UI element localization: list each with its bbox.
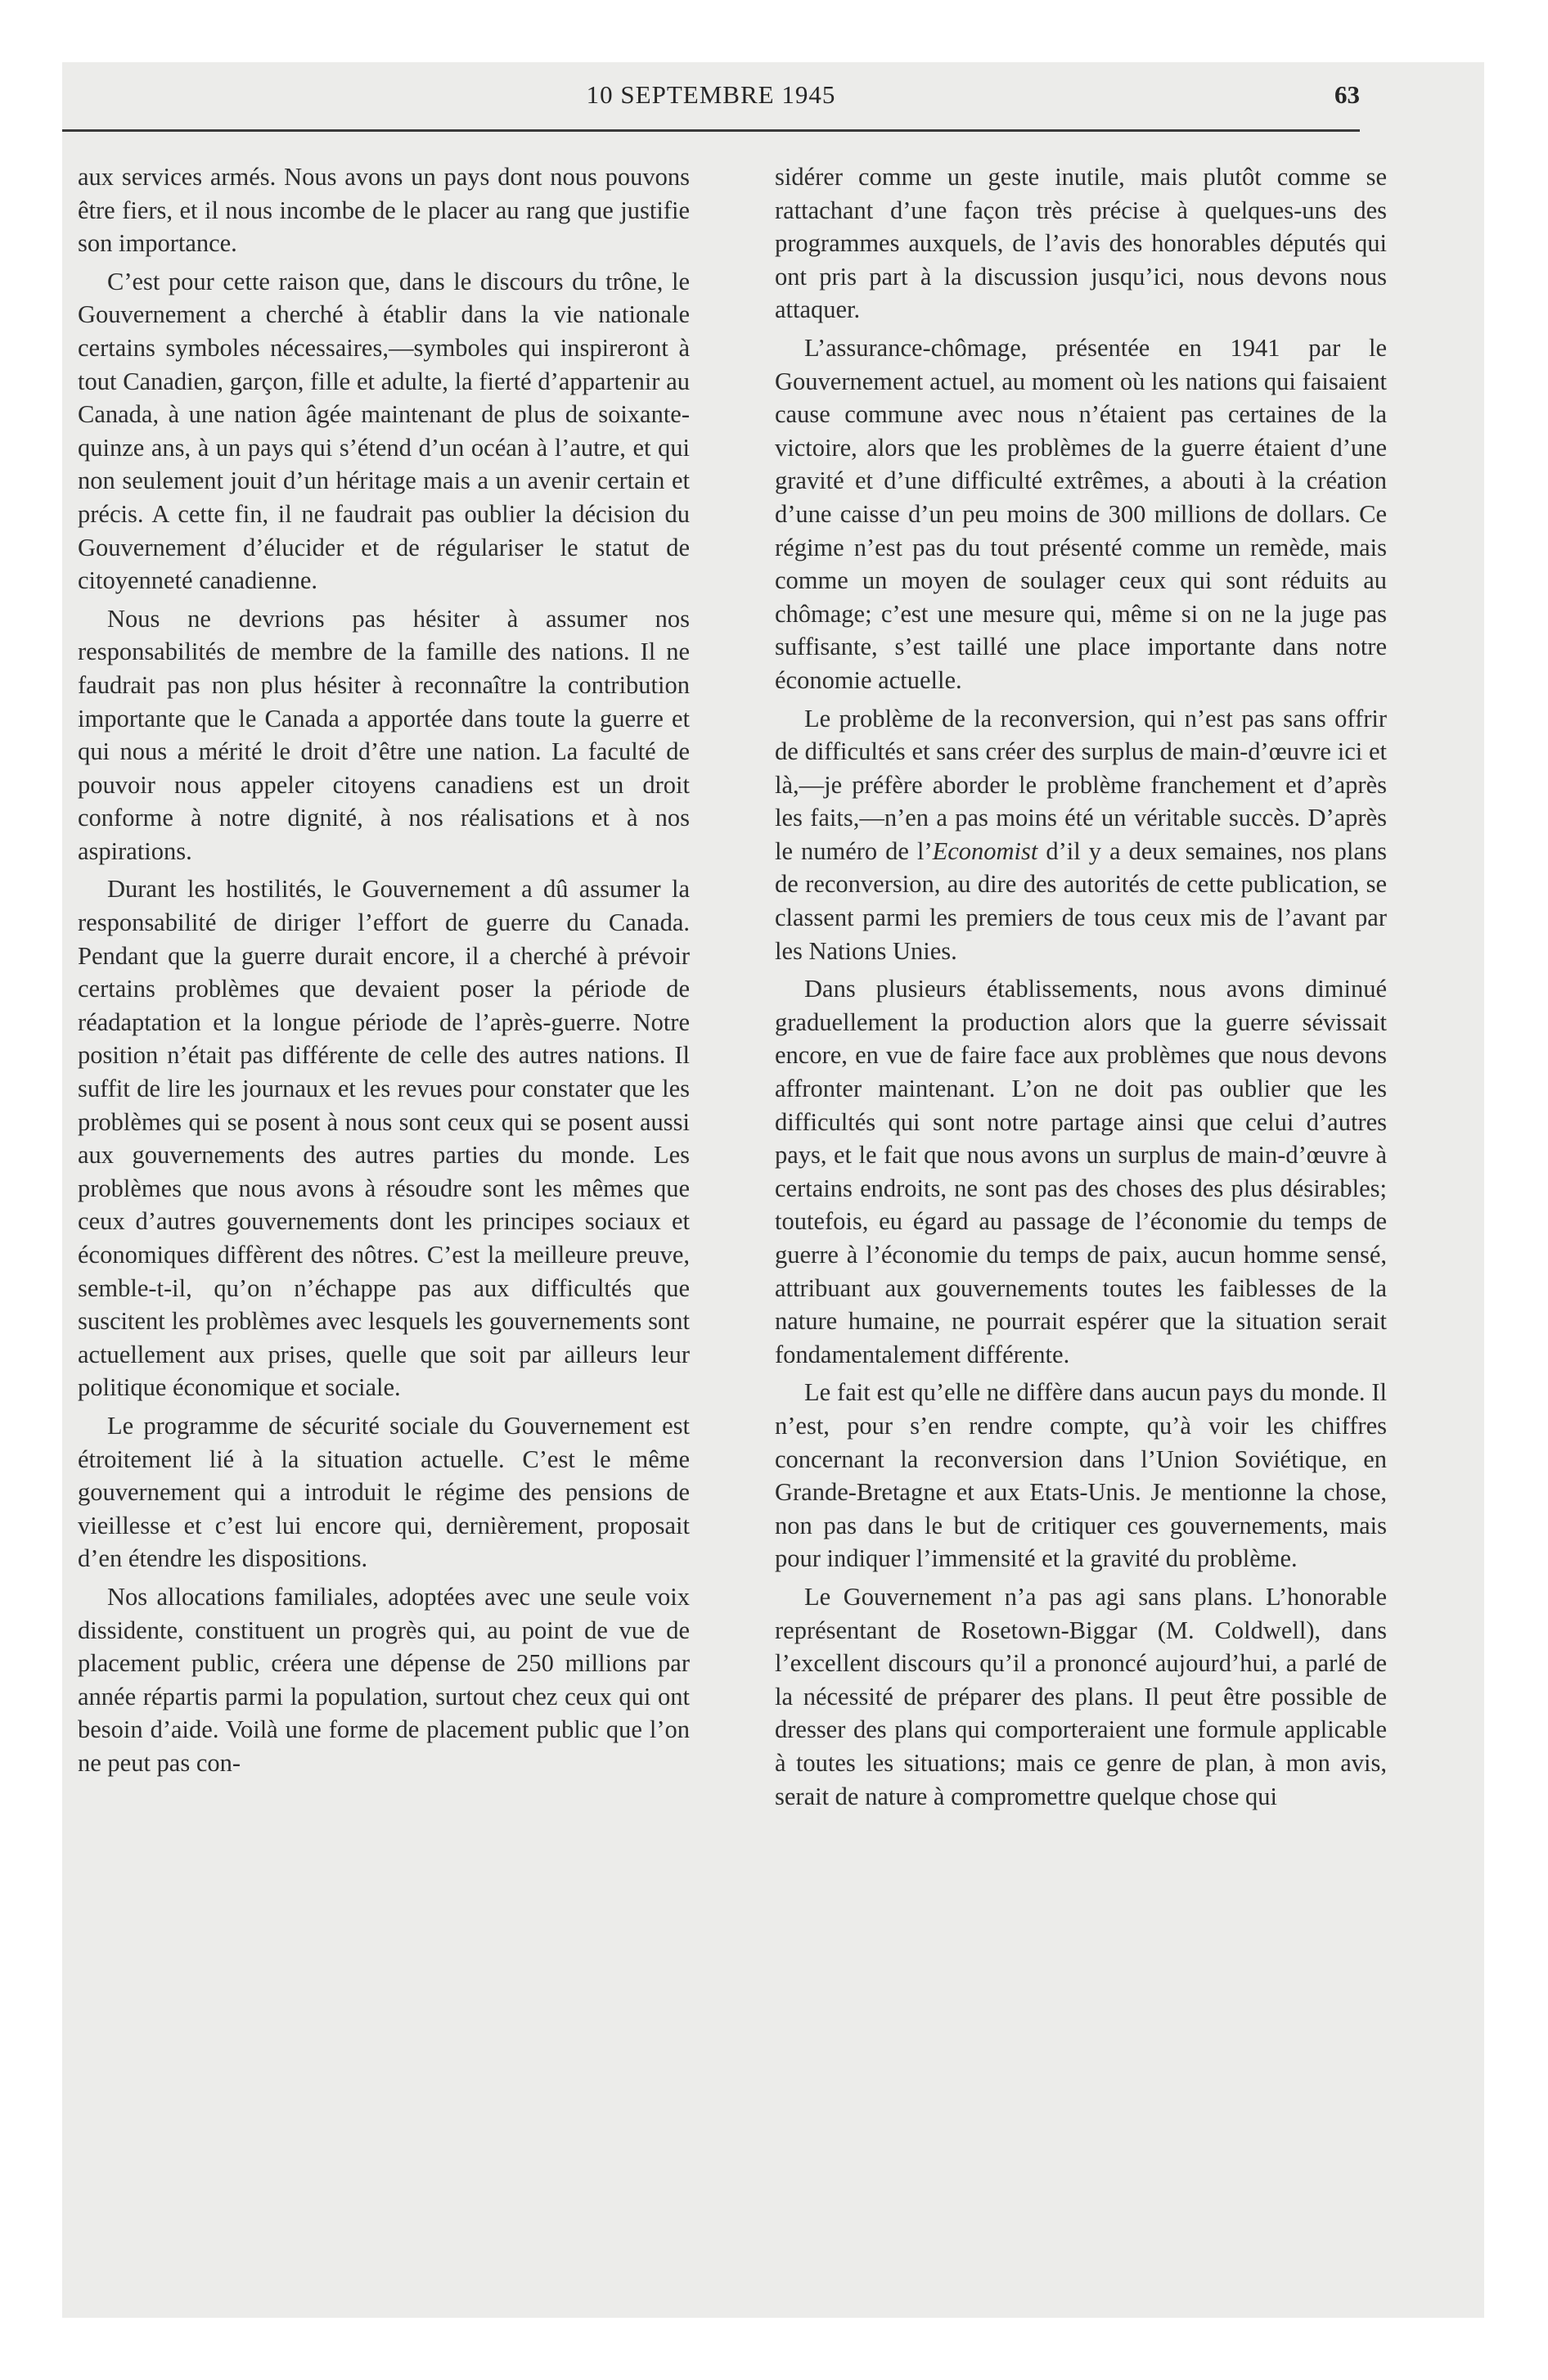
page-number: 63 <box>1334 80 1360 109</box>
paragraph: Nous ne devrions pas hésiter à assumer nos responsabilités de membre de la famille des nations. Il ne faudrait pas non plus hésiter à reconnaître la contribution importante que le Canada a apportée dans toute la guerre et qui nous a mérité le droit d’être une nation. La faculté de pouvoir nous appeler citoyens canadiens est un droit conforme à notre dignité, à nos réalisations et à nos aspirations. <box>78 604 690 865</box>
paragraph: Nos allocations familiales, adoptées avec une seule voix dissidente, constituent un progrès qui, au point de vue de placement public, créera une dépense de 250 millions par année répartis parmi la population, surtout chez ceux qui ont besoin d’aide. Voilà une forme de placement public que l’on ne peut pas con- <box>78 1582 690 1777</box>
header-rule <box>62 129 1360 132</box>
paragraph: Durant les hostilités, le Gouvernement a dû assumer la responsabilité de diriger l’effort de guerre du Canada. Pendant que la guerre durait encore, il a cherché à prévoir certains problèmes que devaient poser la période de réadaptation et la longue période de l’après-guerre. Notre position n’était pas différente de celle des autres nations. Il suffit de lire les journaux et les revues pour constater que les problèmes qui se posent à nous sont ceux qui se posent aussi aux gouvernements des autres parties du monde. Les problèmes que nous avons à résoudre sont les mêmes que ceux d’autres gouvernements dont les principes sociaux et économiques diffèrent des nôtres. C’est la meilleure preuve, semble-t-il, qu’on n’échappe pas aux difficultés que suscitent les problèmes avec lesquels les gouvernements sont actuellement aux prises, quelle que soit par ailleurs leur politique économique et sociale. <box>78 875 690 1402</box>
page-header <box>62 80 1360 124</box>
paragraph: Le Gouvernement n’a pas agi sans plans. L’honorable représentant de Rosetown-Biggar (M. Coldwell), dans l’excellent discours qu’il a prononcé aujourd’hui, a parlé de la nécessité de préparer des plans. Il peut être possible de dresser des plans qui comporteraient une formule applicable à toutes les situations; mais ce genre de plan, à mon avis, serait de nature à compromettre quelque chose qui <box>775 1582 1387 1810</box>
paragraph: Le fait est qu’elle ne diffère dans aucun pays du monde. Il n’est, pour s’en rendre compte, qu’à voir les chiffres concernant la reconversion dans l’Union Soviétique, en Grande-Bretagne et aux Etats-Unis. Je mentionne la chose, non pas dans le but de critiquer ces gouvernements, mais pour indiquer l’immensité et la gravité du problème. <box>775 1378 1387 1573</box>
paragraph: Le programme de sécurité sociale du Gouvernement est étroitement lié à la situation actuelle. C’est le même gouvernement qui a introduit le régime des pensions de vieillesse et c’est lui encore qui, dernièrement, proposait d’en étendre les dispositions. <box>78 1411 690 1573</box>
publication-title: Economist <box>932 836 1038 865</box>
left-column <box>78 160 690 1780</box>
right-column <box>775 160 1387 1813</box>
paragraph: aux services armés. Nous avons un pays dont nous pouvons être fiers, et il nous incombe de le placer au rang que justifie son importance. <box>78 163 690 258</box>
paragraph: L’assurance-chômage, présentée en 1941 par le Gouvernement actuel, au moment où les nations qui faisaient cause commune avec nous n’étaient pas certaines de la victoire, alors que les problèmes de la guerre étaient d’une gravité et d’une difficulté extrêmes, a abouti à la création d’une caisse d’un peu moins de 300 millions de dollars. Ce régime n’est pas du tout présenté comme un remède, mais comme un moyen de soulager ceux qui sont réduits au chômage; c’est une mesure qui, même si on ne la juge pas suffisante, s’est taillé une place importante dans notre économie actuelle. <box>775 333 1387 694</box>
paragraph: sidérer comme un geste inutile, mais plutôt comme se rattachant d’une façon très précise à quelques-uns des programmes auxquels, de l’avis des honorables députés qui ont pris part à la discussion jusqu’ici, nous devons nous attaquer. <box>775 163 1387 324</box>
paragraph-text: Le problème de la reconversion, qui n’est pas sans offrir de difficultés et sans créer des surplus de main-d’œuvre ici et là,—je préfère aborder le problème franchement et d’après les faits,—n’en a pas moins été un véritable succès. D’après le numéro de l’ <box>775 704 1387 865</box>
paragraph-text: d’il y a deux semaines, nos plans de reconversion, au dire des autorités de cette publication, se classent parmi les premiers de tous ceux mis de l’avant par les Nations Unies. <box>775 836 1387 965</box>
paragraph: Dans plusieurs établissements, nous avons diminué graduellement la production alors que la guerre sévissait encore, en vue de faire face aux problèmes que nous devons affronter maintenant. L’on ne doit pas oublier que les difficultés qui sont notre partage ainsi que celui d’autres pays, et le fait que nous avons un surplus de main-d’œuvre à certains endroits, ne sont pas des choses des plus désirables; toutefois, eu égard au passage de l’économie du temps de guerre à l’économie du temps de paix, aucun homme sensé, attribuant aux gouvernements toutes les faiblesses de la nature humaine, ne pourrait espérer que la situation serait fondamentalement différente. <box>775 975 1387 1368</box>
paragraph <box>775 702 1387 968</box>
running-head-date: 10 SEPTEMBRE 1945 <box>586 80 836 109</box>
paragraph: C’est pour cette raison que, dans le discours du trône, le Gouvernement a cherché à établir dans la vie nationale certains symboles nécessaires,—symboles qui inspireront à tout Canadien, garçon, fille et adulte, la fierté d’appartenir au Canada, à une nation âgée maintenant de plus de soixante-quinze ans, à un pays qui s’étend d’un océan à l’autre, et qui non seulement jouit d’un héritage mais a un avenir certain et précis. A cette fin, il ne faudrait pas oublier la décision du Gouvernement d’élucider et de régulariser le statut de citoyenneté canadienne. <box>78 267 690 595</box>
